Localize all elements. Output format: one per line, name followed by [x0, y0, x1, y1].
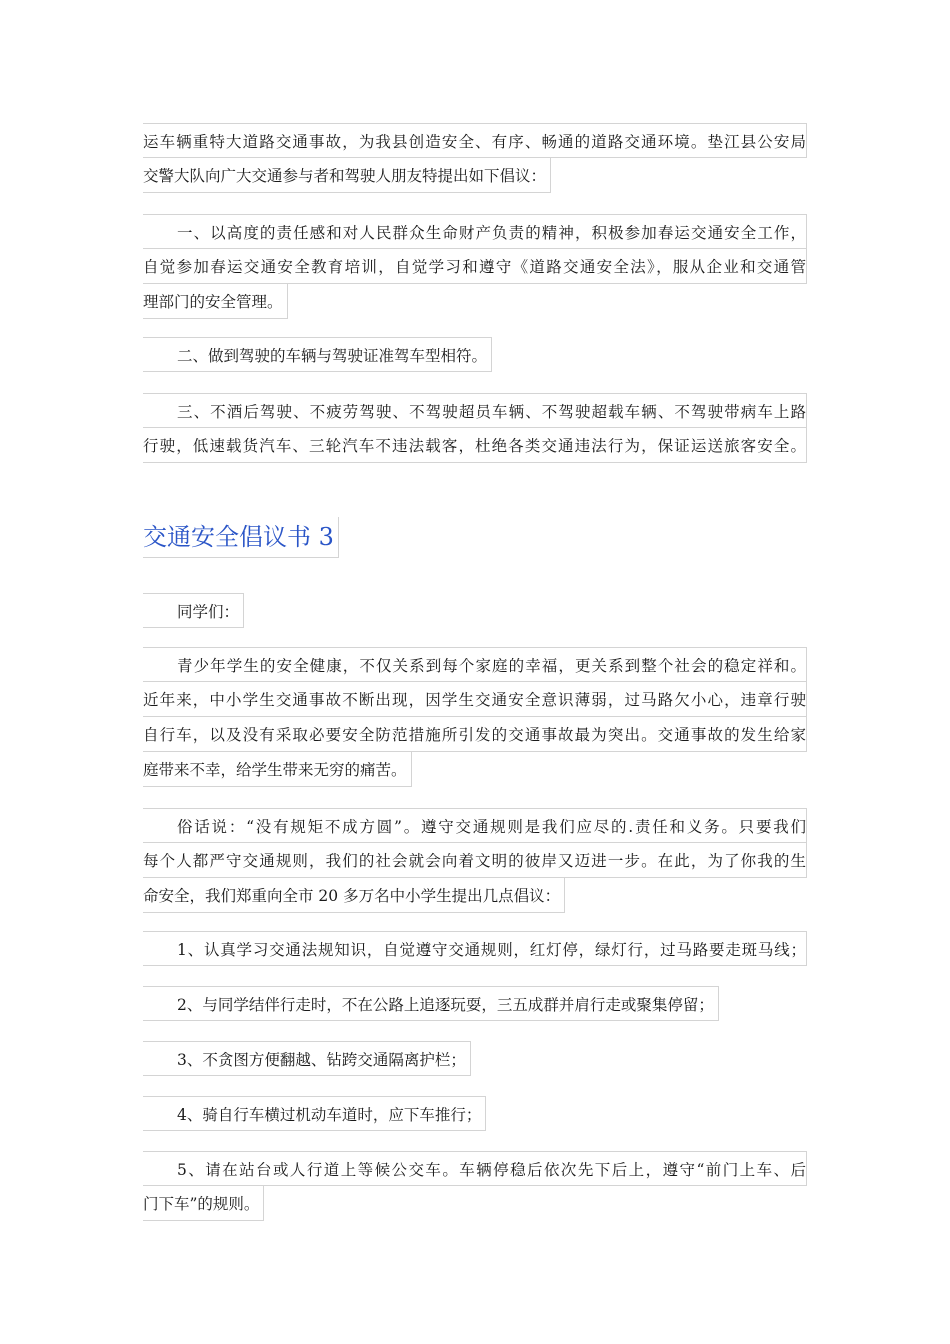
- rule-item-5: [143, 1151, 807, 1225]
- body-paragraph-1: [143, 647, 807, 791]
- text-line: 每个人都严守交通规则，我们的社会就会向着文明的彼岸又迈进一步。在此，为了你我的生: [143, 843, 807, 878]
- initiative-item-1: [143, 214, 807, 323]
- rule-item-1: [143, 931, 807, 966]
- body-paragraph-2: [143, 808, 807, 917]
- text-line: 命安全，我们郑重向全市 20 多万名中小学生提出几点倡议：: [143, 878, 565, 913]
- text-line: 一、以高度的责任感和对人民群众生命财产负责的精神，积极参加春运交通安全工作，: [143, 214, 807, 249]
- intro-paragraph: [143, 123, 807, 197]
- text-line: 1、认真学习交通法规知识，自觉遵守交通规则，红灯停，绿灯行，过马路要走斑马线；: [143, 931, 807, 966]
- text-line: 二、做到驾驶的车辆与驾驶证准驾车型相符。: [143, 337, 492, 372]
- text-line: 3、不贪图方便翻越、钻跨交通隔离护栏；: [143, 1041, 471, 1076]
- text-line: 庭带来不幸，给学生带来无穷的痛苦。: [143, 752, 412, 787]
- text-line: 青少年学生的安全健康，不仅关系到每个家庭的幸福，更关系到整个社会的稳定祥和。: [143, 647, 807, 682]
- text-line: 自觉参加春运交通安全教育培训，自觉学习和遵守《道路交通安全法》，服从企业和交通管: [143, 249, 807, 284]
- text-line: 同学们：: [143, 593, 244, 628]
- rule-item-4: [143, 1096, 807, 1135]
- text-line: 理部门的安全管理。: [143, 284, 288, 319]
- text-line: 行驶，低速载货汽车、三轮汽车不违法载客，杜绝各类交通违法行为，保证运送旅客安全。: [143, 428, 807, 463]
- text-line: 交警大队向广大交通参与者和驾驶人朋友特提出如下倡议：: [143, 158, 551, 193]
- text-line: 运车辆重特大道路交通事故，为我县创造安全、有序、畅通的道路交通环境。垫江县公安局: [143, 123, 807, 158]
- text-line: 近年来，中小学生交通事故不断出现，因学生交通安全意识薄弱，过马路欠小心，违章行驶: [143, 682, 807, 717]
- rule-item-3: [143, 1041, 807, 1080]
- text-line: 4、骑自行车横过机动车道时，应下车推行；: [143, 1096, 486, 1131]
- text-line: 自行车，以及没有采取必要安全防范措施所引发的交通事故最为突出。交通事故的发生给家: [143, 717, 807, 752]
- text-line: 2、与同学结伴行走时，不在公路上追逐玩耍，三五成群并肩行走或聚集停留；: [143, 986, 719, 1021]
- rule-item-2: [143, 986, 807, 1025]
- text-line: 俗话说：“没有规矩不成方圆”。遵守交通规则是我们应尽的.责任和义务。只要我们: [143, 808, 807, 843]
- greeting: [143, 593, 807, 632]
- initiative-item-3: [143, 393, 807, 463]
- text-line: 三、不酒后驾驶、不疲劳驾驶、不驾驶超员车辆、不驾驶超载车辆、不驾驶带病车上路: [143, 393, 807, 428]
- text-line: 5、请在站台或人行道上等候公交车。车辆停稳后依次先下后上，遵守“前门上车、后: [143, 1151, 807, 1186]
- initiative-item-2: [143, 337, 807, 376]
- section-heading: 交通安全倡议书 3: [143, 517, 339, 558]
- text-line: 门下车”的规则。: [143, 1186, 264, 1221]
